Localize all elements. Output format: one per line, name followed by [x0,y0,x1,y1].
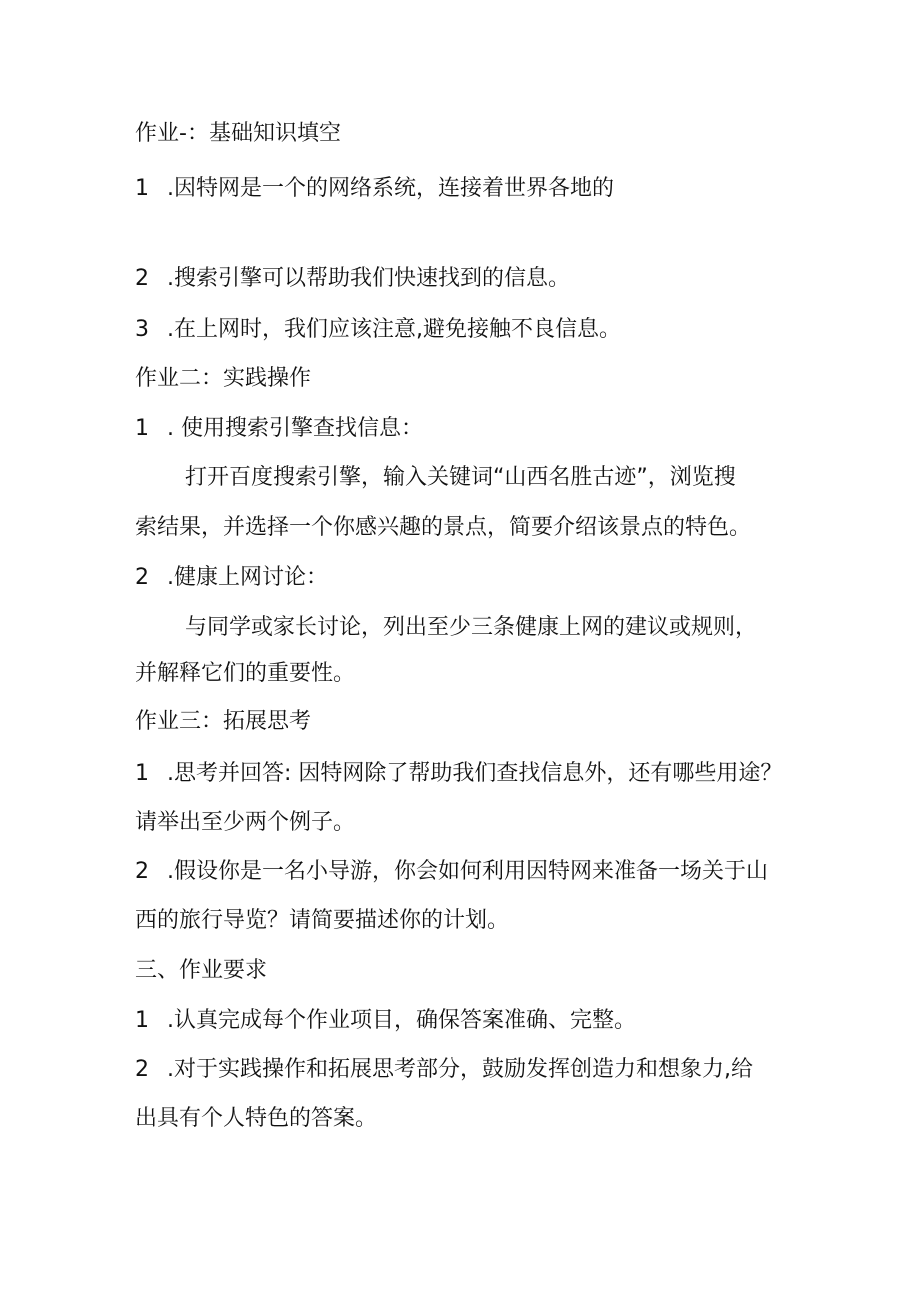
hw1-item-2 [135,266,790,292]
hw1-item-1 [135,176,790,202]
hw2-heading: 作业二：实践操作 [135,366,312,391]
hw2-item-1 [135,416,790,442]
item-number: 2 [135,266,149,291]
hw3-item-1-line-2: 请举出至少两个例子。 [135,810,356,835]
requirements-item-1 [135,1008,790,1034]
hw2-item-2-detail-line-2: 并解释它们的重要性。 [135,661,356,686]
item-text: . 使用搜索引擎查找信息： [167,416,423,441]
item-text: .在上网时，我们应该注意,避免接触不良信息。 [167,317,621,342]
hw2-item-1-detail-line-2: 索结果，并选择一个你感兴趣的景点，简要介绍该景点的特色。 [135,515,752,540]
item-number: 1 [135,1008,149,1033]
requirements-heading: 三、作业要求 [135,958,268,983]
hw3-item-1-line-1 [135,761,790,787]
hw3-item-2-line-2: 西的旅行导览？请简要描述你的计划。 [135,908,510,933]
item-number: 2 [135,1057,149,1082]
item-number: 2 [135,565,149,590]
hw3-item-2-line-1 [135,859,790,885]
hw3-heading: 作业三：拓展思考 [135,709,312,734]
item-text: .思考并回答: 因特网除了帮助我们查找信息外，还有哪些用途？ [167,761,783,786]
item-number: 3 [135,317,149,342]
item-text: .健康上网讨论： [167,565,328,590]
hw2-item-1-detail-line-1: 打开百度搜索引擎，输入关键词“山西名胜古迹”，浏览搜 [185,465,736,490]
item-text: .搜索引擎可以帮助我们快速找到的信息。 [167,266,570,291]
item-text: .对于实践操作和拓展思考部分，鼓励发挥创造力和想象力,给 [167,1057,753,1082]
item-number: 1 [135,761,149,786]
hw2-item-2-detail-line-1: 与同学或家长讨论，列出至少三条健康上网的建议或规则， [185,615,758,640]
item-number: 2 [135,859,149,884]
item-text: .假设你是一名小导游，你会如何利用因特网来准备一场关于山 [167,859,768,884]
hw1-item-3 [135,317,790,343]
requirements-item-2-line-1 [135,1057,790,1083]
item-number: 1 [135,416,149,441]
requirements-item-2-line-2: 出具有个人特色的答案。 [135,1106,378,1131]
hw1-heading: 作业-：基础知识填空 [135,121,341,146]
hw2-item-2 [135,565,790,591]
item-text: .认真完成每个作业项目，确保答案准确、完整。 [167,1008,636,1033]
item-text: .因特网是一个的网络系统，连接着世界各地的 [167,176,614,201]
item-number: 1 [135,176,149,201]
